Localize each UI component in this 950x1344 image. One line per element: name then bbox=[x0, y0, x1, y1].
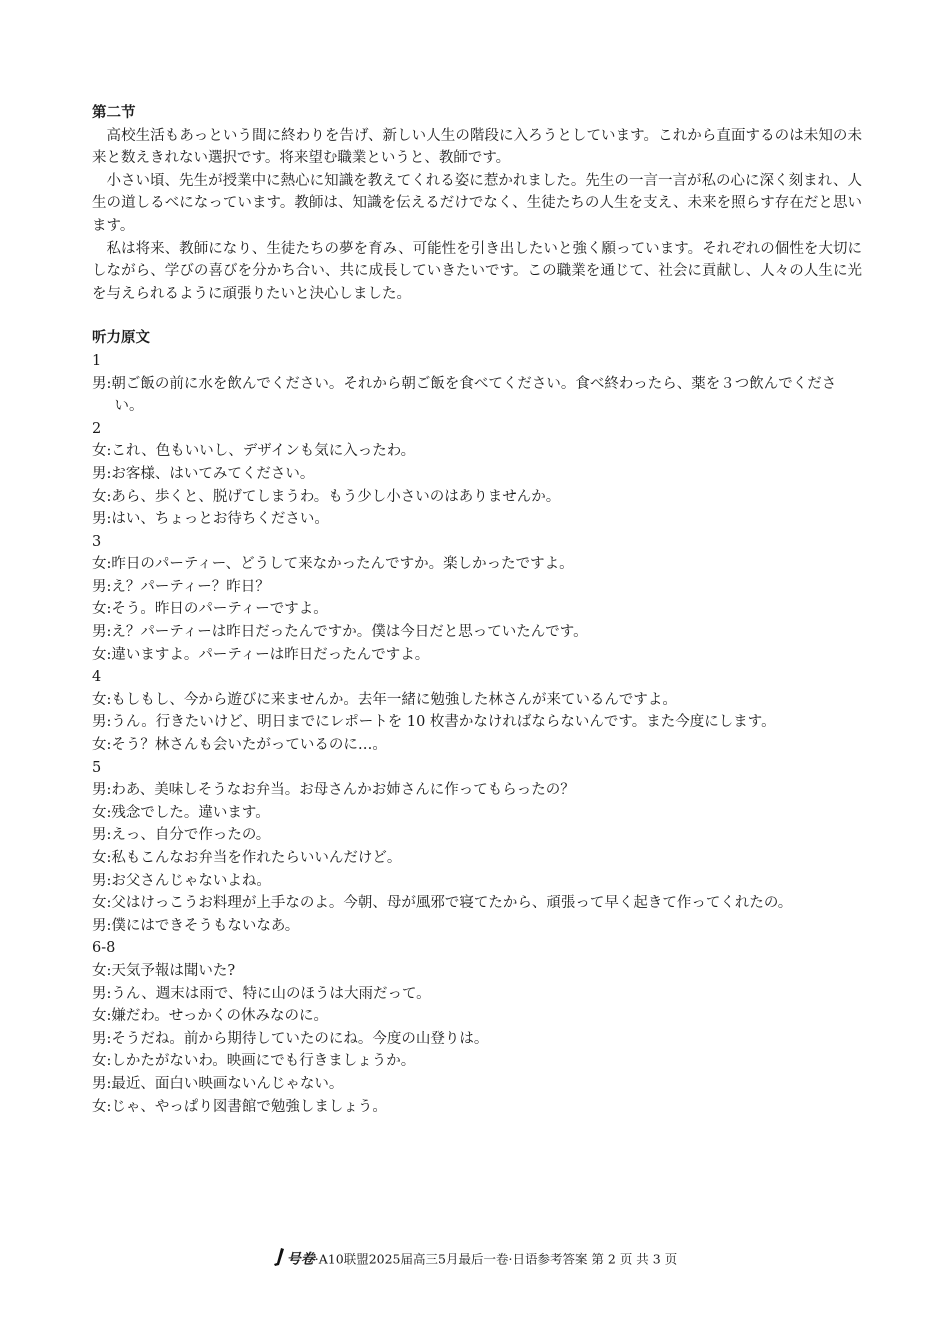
speaker-colon: : bbox=[106, 962, 112, 979]
speaker-colon: : bbox=[106, 714, 112, 731]
dialogue-text: わあ、美味しそうなお弁当。お母さんかお姉さんに作ってもらったの？ bbox=[111, 782, 575, 799]
dialogue-text: うん。行きたいけど、明日までにレポートを 10 枚書かなければならないんです。また今度にします。 bbox=[111, 714, 776, 731]
speaker-label: 男 bbox=[92, 782, 107, 799]
dialogue-text: お父さんじゃないよね。 bbox=[111, 872, 271, 889]
speaker-colon: : bbox=[106, 827, 112, 844]
speaker-label: 女 bbox=[92, 601, 107, 618]
dialogue-text: そう。昨日のパーティーですよ。 bbox=[111, 601, 328, 618]
speaker-colon: : bbox=[106, 985, 112, 1002]
dialogue-list bbox=[92, 350, 862, 1118]
dialogue-line bbox=[92, 779, 862, 802]
dialogue-text: 父はけっこうお料理が上手なのよ。今朝、母が風邪で寝てたから、頑張って早く起きて作ってくれたの。 bbox=[111, 895, 793, 912]
speaker-label: 男 bbox=[92, 714, 107, 731]
listening-heading: 听力原文 bbox=[92, 330, 150, 347]
question-number: 4 bbox=[92, 669, 102, 686]
speaker-label: 女 bbox=[92, 488, 107, 505]
dialogue-text: 昨日のパーティー、どうして来なかったんですか。楽しかったですよ。 bbox=[111, 556, 574, 573]
dialogue-line bbox=[92, 1028, 862, 1051]
dialogue-text: 残念でした。違います。 bbox=[111, 804, 270, 821]
page-content bbox=[92, 102, 862, 1118]
dialogue-text: えっ、自分で作ったの。 bbox=[111, 827, 271, 844]
speaker-colon: : bbox=[106, 850, 112, 866]
dialogue-line bbox=[92, 960, 862, 983]
dialogue-text: お客様、はいてみてください。 bbox=[111, 465, 315, 482]
speaker-label: 女 bbox=[92, 850, 107, 866]
dialogue-line bbox=[92, 847, 862, 870]
footer-text: ·A10联盟2025届高三5月最后一卷·日语参考答案 第 2 页 共 3 页 bbox=[314, 1251, 678, 1267]
dialogue-text: これ、色もいいし、デザインも気に入ったわ。 bbox=[111, 443, 416, 460]
speaker-colon: : bbox=[106, 465, 112, 482]
dialogue-line bbox=[92, 598, 862, 621]
speaker-colon: : bbox=[106, 917, 112, 934]
dialogue-line bbox=[92, 870, 862, 893]
essay-paragraph: 私は将来、教師になり、生徒たちの夢を育み、可能性を引き出したいと強く願っています。それぞれの個性を大切にしながら、学びの喜びを分かち合い、共に成長していきたいです。この職業を通じて、社会に貢献し、人々の人生に光を与えられるように頑張りたいと決心しました。 bbox=[92, 240, 862, 302]
speaker-label: 男 bbox=[92, 1075, 107, 1092]
speaker-colon: : bbox=[106, 1053, 112, 1070]
speaker-colon: : bbox=[106, 601, 112, 618]
dialogue-text: え？パーティー？昨日？ bbox=[111, 578, 270, 595]
dialogue-text: 最近、面白い映画ないんじゃない。 bbox=[111, 1075, 344, 1092]
speaker-label: 男 bbox=[92, 827, 107, 844]
dialogue-line bbox=[92, 1050, 862, 1073]
dialogue-text: 嫌だわ。せっかくの休みなのに。 bbox=[111, 1008, 329, 1025]
speaker-label: 女 bbox=[92, 1008, 107, 1025]
speaker-colon: : bbox=[106, 1008, 112, 1025]
question-number: 1 bbox=[92, 352, 102, 369]
dialogue-line bbox=[92, 711, 862, 734]
speaker-colon: : bbox=[106, 646, 112, 663]
dialogue-line bbox=[92, 576, 862, 599]
speaker-colon: : bbox=[106, 375, 112, 392]
question-number: 3 bbox=[92, 533, 102, 550]
section-heading: 第二节 bbox=[92, 105, 136, 121]
dialogue-line bbox=[92, 463, 862, 486]
dialogue-line bbox=[92, 553, 862, 576]
speaker-colon: : bbox=[106, 691, 112, 708]
dialogue-text: はい、ちょっとお待ちください。 bbox=[111, 511, 329, 528]
speaker-colon: : bbox=[106, 1098, 112, 1115]
speaker-colon: : bbox=[106, 578, 112, 595]
dialogue-text: え？パーティーは昨日だったんですか。僕は今日だと思っていたんです。 bbox=[111, 624, 588, 641]
dialogue-text: しかたがないわ。映画にでも行きましょうか。 bbox=[111, 1053, 416, 1070]
essay-paragraph: 高校生活もあっという間に終わりを告げ、新しい人生の階段に入ろうとしています。これから直面するのは未知の未来と数えきれない選択です。将来望む職業というと、教師です。 bbox=[92, 127, 862, 167]
speaker-colon: : bbox=[106, 443, 112, 460]
speaker-label: 男 bbox=[92, 511, 107, 528]
speaker-label: 男 bbox=[92, 624, 107, 641]
speaker-label: 男 bbox=[92, 465, 107, 482]
dialogue-line bbox=[92, 644, 862, 667]
speaker-label: 女 bbox=[92, 895, 107, 912]
speaker-label: 男 bbox=[92, 375, 107, 392]
dialogue-text: 朝ご飯の前に水を飲んでください。それから朝ご飯を食べてください。食べ終わったら、薬を３つ飲んでください。 bbox=[111, 375, 837, 415]
speaker-label: 女 bbox=[92, 646, 107, 663]
speaker-label: 男 bbox=[92, 917, 107, 934]
dialogue-line bbox=[92, 689, 862, 712]
speaker-colon: : bbox=[106, 804, 112, 821]
dialogue-text: そうだね。前から期待していたのにね。今度の山登りは。 bbox=[111, 1030, 489, 1047]
speaker-colon: : bbox=[106, 624, 112, 641]
dialogue-line bbox=[92, 373, 862, 418]
speaker-label: 女 bbox=[92, 443, 107, 460]
speaker-label: 男 bbox=[92, 1030, 107, 1047]
dialogue-text: 天気予報は聞いた? bbox=[111, 962, 236, 979]
speaker-colon: : bbox=[106, 1075, 112, 1092]
page-footer bbox=[0, 1248, 950, 1271]
dialogue-line bbox=[92, 621, 862, 644]
dialogue-text: 私もこんなお弁当を作れたらいいんだけど。 bbox=[111, 850, 402, 866]
dialogue-text: 僕にはできそうもないなあ。 bbox=[111, 917, 300, 934]
brush-logo-icon bbox=[273, 1248, 285, 1271]
speaker-label: 女 bbox=[92, 1098, 107, 1115]
dialogue-line bbox=[92, 486, 862, 509]
spacer bbox=[92, 305, 862, 327]
dialogue-line bbox=[92, 802, 862, 825]
speaker-colon: : bbox=[106, 556, 112, 573]
question-number: 5 bbox=[92, 759, 102, 776]
dialogue-text: じゃ、やっぱり図書館で勉強しましょう。 bbox=[111, 1098, 387, 1115]
speaker-label: 女 bbox=[92, 556, 107, 573]
dialogue-line bbox=[92, 983, 862, 1006]
dialogue-text: 違いますよ。パーティーは昨日だったんですよ。 bbox=[111, 646, 430, 663]
speaker-label: 女 bbox=[92, 737, 107, 754]
speaker-colon: : bbox=[106, 872, 112, 889]
dialogue-line bbox=[92, 440, 862, 463]
question-number: 6-8 bbox=[92, 940, 116, 957]
dialogue-line bbox=[92, 824, 862, 847]
speaker-colon: : bbox=[106, 895, 112, 912]
speaker-colon: : bbox=[106, 737, 112, 754]
dialogue-text: あら、歩くと、脱げてしまうわ。もう少し小さいのはありませんか。 bbox=[111, 488, 561, 505]
dialogue-text: そう？林さんも会いたがっているのに…。 bbox=[111, 737, 387, 754]
speaker-colon: : bbox=[106, 488, 112, 505]
speaker-label: 女 bbox=[92, 691, 107, 708]
dialogue-line bbox=[92, 508, 862, 531]
dialogue-line bbox=[92, 915, 862, 938]
speaker-label: 女 bbox=[92, 962, 107, 979]
speaker-colon: : bbox=[106, 782, 112, 799]
speaker-label: 男 bbox=[92, 872, 107, 889]
speaker-label: 女 bbox=[92, 804, 107, 821]
dialogue-line bbox=[92, 734, 862, 757]
dialogue-line bbox=[92, 1096, 862, 1119]
essay-paragraph: 小さい頃、先生が授業中に熱心に知識を教えてくれる姿に惹かれました。先生の一言一言が私の心に深く刻まれ、人生の道しるべになっています。教師は、知識を伝えるだけでなく、生徒たちの人生を支え、未来を照らす存在だと思います。 bbox=[92, 172, 862, 234]
dialogue-line bbox=[92, 1005, 862, 1028]
speaker-label: 男 bbox=[92, 578, 107, 595]
dialogue-line bbox=[92, 892, 862, 915]
speaker-label: 男 bbox=[92, 985, 107, 1002]
dialogue-line bbox=[92, 1073, 862, 1096]
speaker-colon: : bbox=[106, 1030, 112, 1047]
dialogue-text: うん、週末は雨で、特に山のほうは大雨だって。 bbox=[111, 985, 431, 1002]
speaker-label: 女 bbox=[92, 1053, 107, 1070]
question-number: 2 bbox=[92, 420, 102, 437]
speaker-colon: : bbox=[106, 511, 112, 528]
logo-text: 号卷 bbox=[286, 1251, 315, 1268]
dialogue-text: もしもし、今から遊びに来ませんか。去年一緒に勉強した林さんが来ているんですよ。 bbox=[111, 691, 677, 708]
